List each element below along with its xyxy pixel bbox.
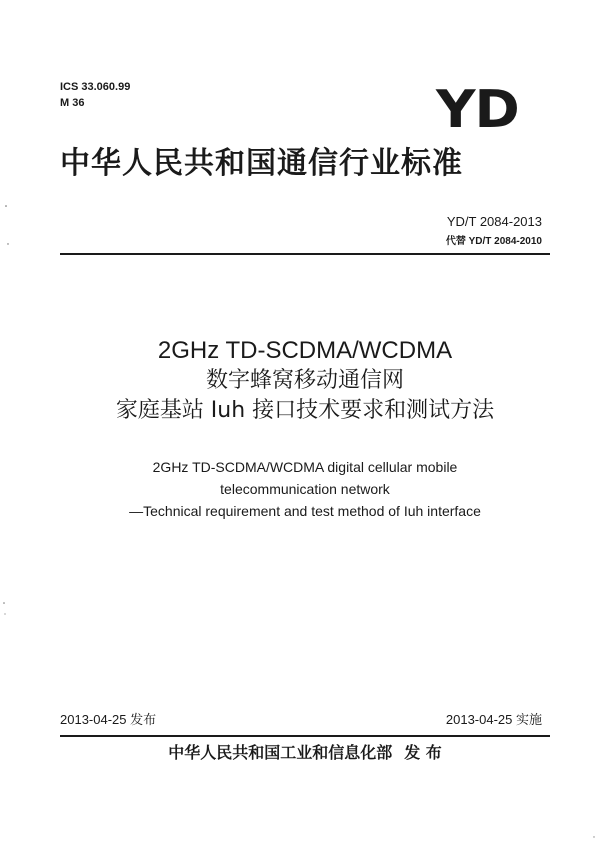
title-line-2: 数字蜂窝移动通信网 [205,368,404,393]
title-line-3: 家庭基站 Iuh 接口技术要求和测试方法 [115,398,495,423]
yd-logo: YD [436,80,519,140]
subtitle-line-3: —Technical requirement and test method of Iuh interface [129,503,481,519]
ics-code: ICS 33.060.99 [60,81,131,93]
publisher-name: 中华人民共和国工业和信息化部 [168,743,393,762]
subtitle-line-2: telecommunication network [220,481,390,497]
replaces-standard: 代替 YD/T 2084-2010 [445,236,542,247]
standard-title: 中华人民共和国通信行业标准 [60,146,463,181]
issue-date: 2013-04-25 发布 [60,712,157,727]
subtitle-line-1: 2GHz TD-SCDMA/WCDMA digital cellular mobile [152,459,458,475]
publisher-verb: 发 布 [404,743,442,762]
standard-number: YD/T 2084-2013 [446,214,542,229]
implementation-date: 2013-04-25 实施 [445,712,542,727]
classification-code: M 36 [60,97,85,109]
title-line-1: 2GHz TD-SCDMA/WCDMA [157,337,453,364]
